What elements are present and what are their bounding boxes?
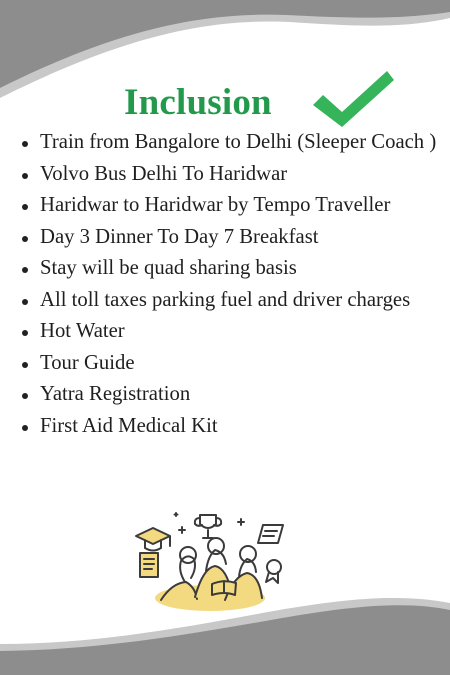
inclusion-list [22, 127, 442, 442]
bullet-icon [22, 393, 28, 399]
bullet-icon [22, 362, 28, 368]
list-item [22, 285, 442, 317]
list-item-text: First Aid Medical Kit [40, 414, 218, 437]
bullet-icon [22, 141, 28, 147]
bullet-icon [22, 267, 28, 273]
list-item [22, 379, 442, 411]
list-item [22, 253, 442, 285]
bullet-icon [22, 299, 28, 305]
list-item [22, 159, 442, 191]
bullet-icon [22, 204, 28, 210]
list-item-text: Volvo Bus Delhi To Haridwar [40, 162, 288, 185]
students-icon [161, 538, 262, 604]
list-item [22, 316, 442, 348]
book-icon [140, 553, 158, 577]
list-item [22, 127, 442, 159]
list-item-text: Train from Bangalore to Delhi (Sleeper Coach ) [40, 131, 437, 153]
page-title: Inclusion [124, 82, 272, 123]
check-mark-shape [313, 71, 394, 127]
check-icon [311, 70, 395, 128]
bullet-icon [22, 236, 28, 242]
bullet-icon [22, 425, 28, 431]
list-item [22, 348, 442, 380]
graduation-cap-icon [136, 528, 170, 551]
list-item-text: All toll taxes parking fuel and driver charges [40, 288, 411, 311]
list-item-text: Tour Guide [40, 351, 135, 374]
list-item-text: Hot Water [40, 320, 125, 342]
list-item [22, 411, 442, 443]
diploma-icon [258, 525, 283, 543]
list-item [22, 222, 442, 254]
trophy-icon [195, 515, 221, 538]
study-group-illustration [128, 509, 296, 619]
list-item-text: Haridwar to Haridwar by Tempo Traveller [40, 194, 391, 216]
bullet-icon [22, 173, 28, 179]
list-item-text: Yatra Registration [40, 383, 191, 405]
list-item [22, 190, 442, 222]
award-ribbon-icon [266, 560, 281, 583]
bullet-icon [22, 330, 28, 336]
list-item-text: Stay will be quad sharing basis [40, 257, 297, 279]
list-item-text: Day 3 Dinner To Day 7 Breakfast [40, 225, 319, 248]
